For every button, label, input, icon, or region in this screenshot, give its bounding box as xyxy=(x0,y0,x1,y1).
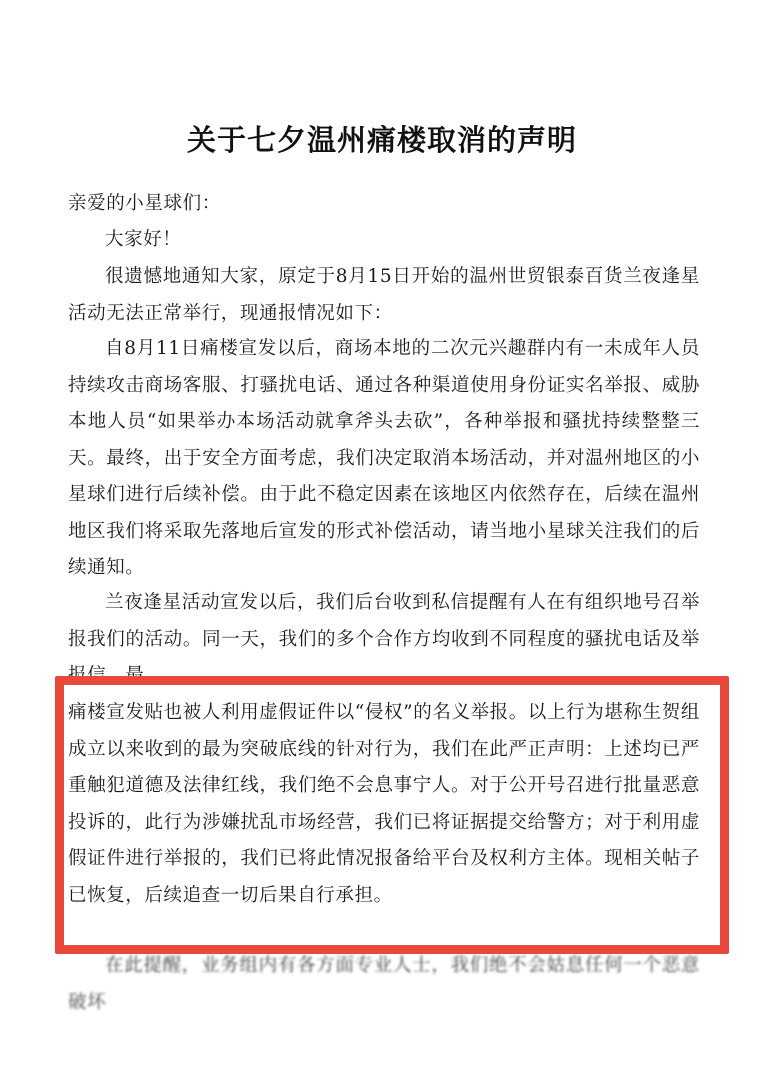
paragraph-incident: 自8月11日痛楼宣发以后，商场本地的二次元兴趣群内有一未成年人员持续攻击商场客服、打骚扰电话、通过各种渠道使用身份证实名举报、威胁本地人员“如果举办本场活动就拿斧头去砍”，各种举报和骚扰持续整整三天。最终，出于安全方面考虑，我们决定取消本场活动，并对温州地区的小星球们进行后续补偿。由于此不稳定因素在该地区内依然存在，后续在温州地区我们将采取先落地后宣发的形式补偿活动，请当地小星球关注我们的后续通知。 xyxy=(68,338,700,578)
highlight-frame xyxy=(55,676,729,954)
salutation: 亲爱的小星球们： xyxy=(68,193,221,214)
paragraph-reports: 兰夜逢星活动宣发以后，我们后台收到私信提醒有人在有组织地号召举报我们的活动。同一天，我们的多个合作方均收到不同程度的骚扰电话及举报信，最 xyxy=(68,592,700,686)
document-title: 关于七夕温州痛楼取消的声明 xyxy=(186,123,577,157)
paragraph-notice: 很遗憾地通知大家，原定于8月15日开始的温州世贸银泰百货兰夜逢星活动无法正常举行，现通报情况如下： xyxy=(68,266,700,324)
paragraph-reminder: 在此提醒，业务组内有各方面专业人士，我们绝不会姑息任何一个恶意破坏 xyxy=(68,955,700,1013)
paragraph-statement: 痛楼宣发贴也被人利用虚假证件以“侵权”的名义举报。以上行为堪称生贺组成立以来收到的最为突破底线的针对行为，我们在此严正声明：上述均已严重触犯道德及法律红线，我们绝不会息事宁人。对于公开号召进行批量恶意投诉的，此行为涉嫌扰乱市场经营，我们已将证据提交给警方；对于利用虚假证件进行举报的，我们已将此情况报备给平台及权利方主体。现相关帖子已恢复，后续追查一切后果自行承担。 xyxy=(68,702,700,906)
greeting: 大家好！ xyxy=(105,229,182,250)
